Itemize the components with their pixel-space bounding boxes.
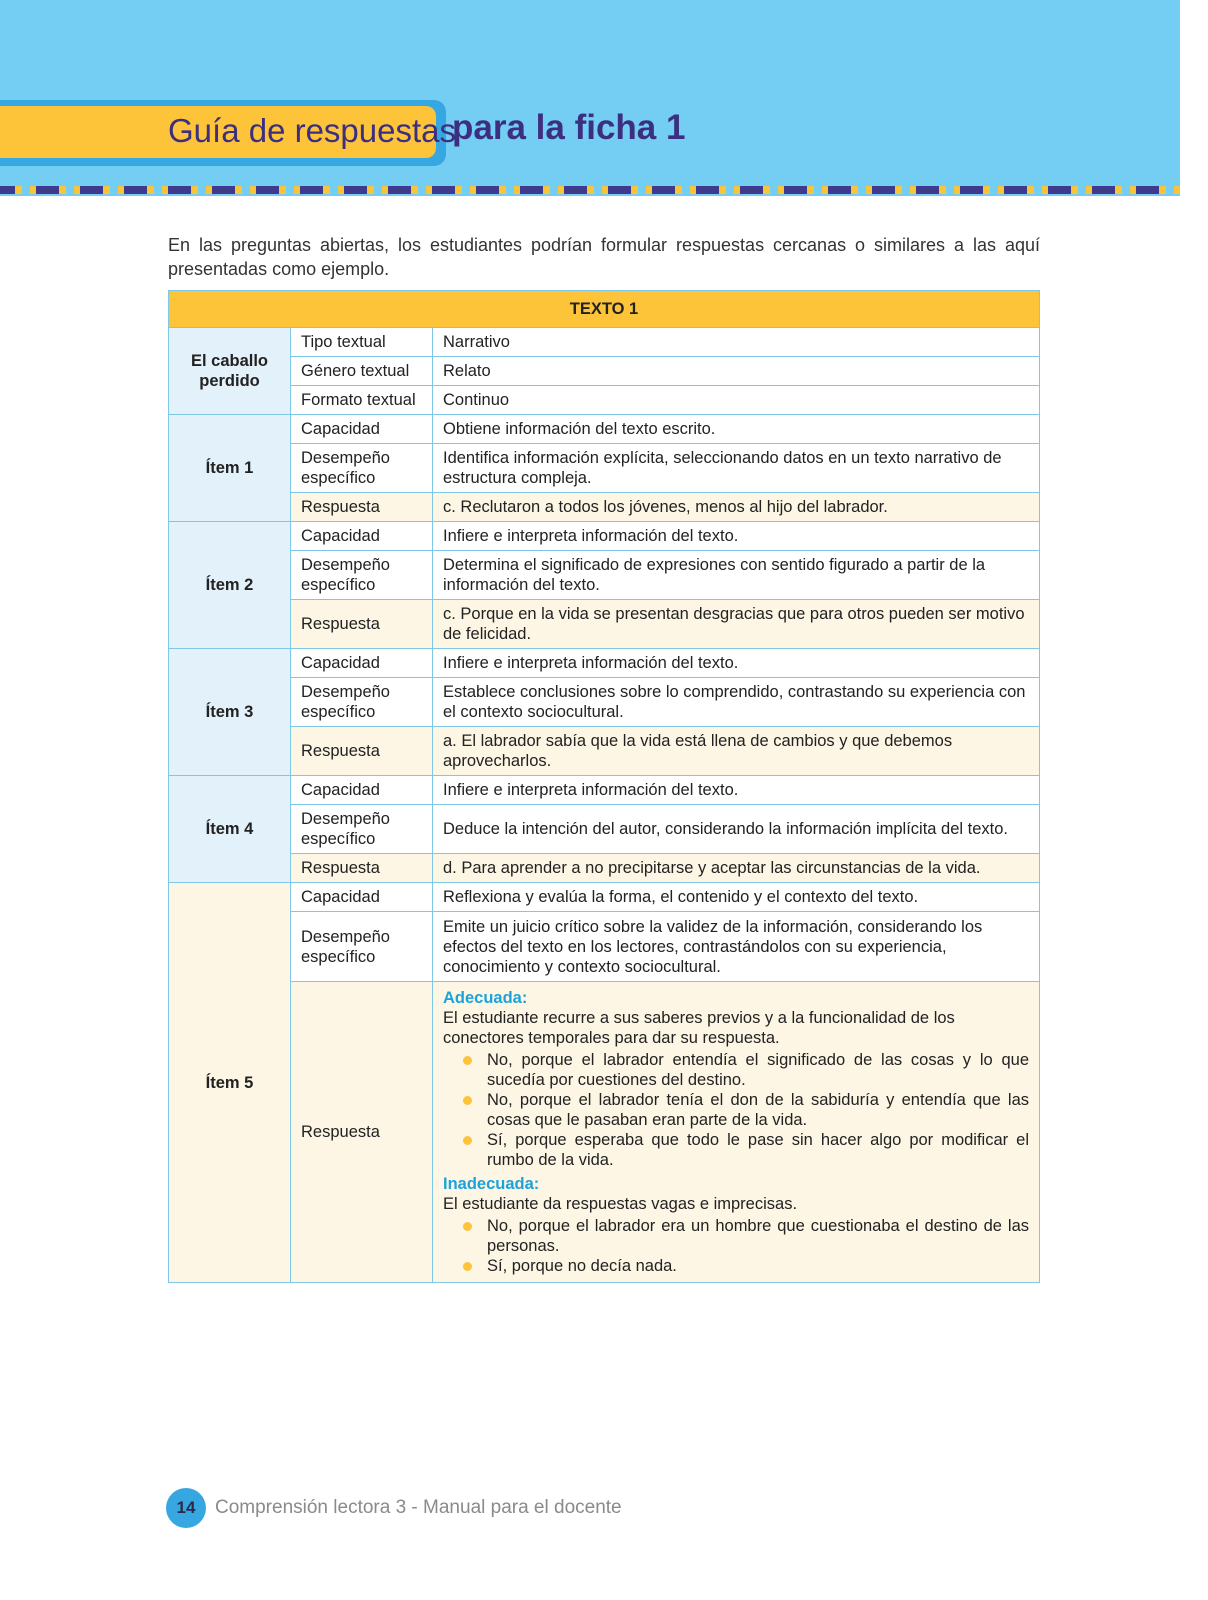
page-number: 14: [166, 1488, 206, 1528]
key-cell: Respuesta: [291, 982, 433, 1283]
page-subtitle: para la ficha 1: [452, 108, 686, 147]
key-cell: Desempeño específico: [291, 678, 433, 727]
inadecuada-list: [443, 1216, 1029, 1276]
value-cell: Narrativo: [433, 328, 1040, 357]
capacidad-cell: Infiere e interpreta información del texto.: [433, 776, 1040, 805]
item-label: Ítem 3: [169, 649, 291, 776]
value-cell: Continuo: [433, 386, 1040, 415]
key-cell: Capacidad: [291, 522, 433, 551]
desempeno-cell: Identifica información explícita, seleccionando datos en un texto narrativo de estructura compleja.: [433, 444, 1040, 493]
respuesta-cell: [433, 982, 1040, 1283]
table-heading: TEXTO 1: [169, 291, 1040, 328]
capacidad-cell: Obtiene información del texto escrito.: [433, 415, 1040, 444]
capacidad-cell: Reflexiona y evalúa la forma, el contenido y el contexto del texto.: [433, 883, 1040, 912]
list-item: No, porque el labrador tenía el don de la sabiduría y entendía que las cosas que le pasaban eran parte de la vida.: [487, 1091, 1029, 1129]
respuesta-cell: d. Para aprender a no precipitarse y aceptar las circunstancias de la vida.: [433, 854, 1040, 883]
key-cell: Género textual: [291, 357, 433, 386]
item-label: Ítem 2: [169, 522, 291, 649]
capacidad-cell: Infiere e interpreta información del texto.: [433, 649, 1040, 678]
key-cell: Respuesta: [291, 854, 433, 883]
desempeno-cell: Emite un juicio crítico sobre la validez de la información, considerando los efectos del texto en los lectores, contrastándolos con su experiencia, conocimiento y contexto sociocultural.: [433, 912, 1040, 982]
key-cell: Respuesta: [291, 600, 433, 649]
respuesta-cell: c. Reclutaron a todos los jóvenes, menos al hijo del labrador.: [433, 493, 1040, 522]
key-cell: Respuesta: [291, 727, 433, 776]
key-cell: Desempeño específico: [291, 444, 433, 493]
key-cell: Capacidad: [291, 415, 433, 444]
capacidad-cell: Infiere e interpreta información del texto.: [433, 522, 1040, 551]
adecuada-title: Adecuada:: [443, 989, 528, 1007]
list-item: No, porque el labrador entendía el significado de las cosas y lo que sucedía por cuestiones del destino.: [487, 1051, 1029, 1089]
key-cell: Desempeño específico: [291, 551, 433, 600]
key-cell: Capacidad: [291, 776, 433, 805]
list-item: Sí, porque no decía nada.: [487, 1256, 1029, 1276]
key-cell: Tipo textual: [291, 328, 433, 357]
item-label: Ítem 5: [169, 883, 291, 1283]
intro-paragraph: En las preguntas abiertas, los estudiantes podrían formular respuestas cercanas o similares a las aquí presentadas como ejemplo.: [168, 235, 1040, 279]
header-banner: [0, 0, 1180, 196]
page-title: Guía de respuestas: [168, 112, 457, 149]
value-cell: Relato: [433, 357, 1040, 386]
respuesta-cell: c. Porque en la vida se presentan desgracias que para otros pueden ser motivo de felicidad.: [433, 600, 1040, 649]
respuesta-cell: a. El labrador sabía que la vida está llena de cambios y que debemos aprovecharlos.: [433, 727, 1040, 776]
key-cell: Formato textual: [291, 386, 433, 415]
item-label: Ítem 1: [169, 415, 291, 522]
inadecuada-text: El estudiante da respuestas vagas e imprecisas.: [443, 1195, 798, 1213]
item-label: Ítem 4: [169, 776, 291, 883]
desempeno-cell: Establece conclusiones sobre lo comprendido, contrastando su experiencia con el contexto sociocultural.: [433, 678, 1040, 727]
key-cell: Respuesta: [291, 493, 433, 522]
inadecuada-title: Inadecuada:: [443, 1175, 540, 1193]
footer-text: Comprensión lectora 3 - Manual para el docente: [215, 1497, 622, 1518]
list-item: No, porque el labrador era un hombre que cuestionaba el destino de las personas.: [487, 1217, 1029, 1255]
desempeno-cell: Deduce la intención del autor, considerando la información implícita del texto.: [433, 805, 1040, 854]
answer-table: [168, 290, 1040, 1283]
text-title-cell: El caballo perdido: [169, 328, 291, 415]
key-cell: Desempeño específico: [291, 805, 433, 854]
desempeno-cell: Determina el significado de expresiones con sentido figurado a partir de la información del texto.: [433, 551, 1040, 600]
key-cell: Desempeño específico: [291, 912, 433, 982]
decorative-stripe: [0, 186, 1180, 194]
list-item: Sí, porque esperaba que todo le pase sin hacer algo por modificar el rumbo de la vida.: [487, 1131, 1029, 1169]
adecuada-list: [443, 1050, 1029, 1170]
key-cell: Capacidad: [291, 883, 433, 912]
adecuada-text: El estudiante recurre a sus saberes previos y a la funcionalidad de los conectores temporales para dar su respuesta.: [443, 1009, 955, 1047]
key-cell: Capacidad: [291, 649, 433, 678]
